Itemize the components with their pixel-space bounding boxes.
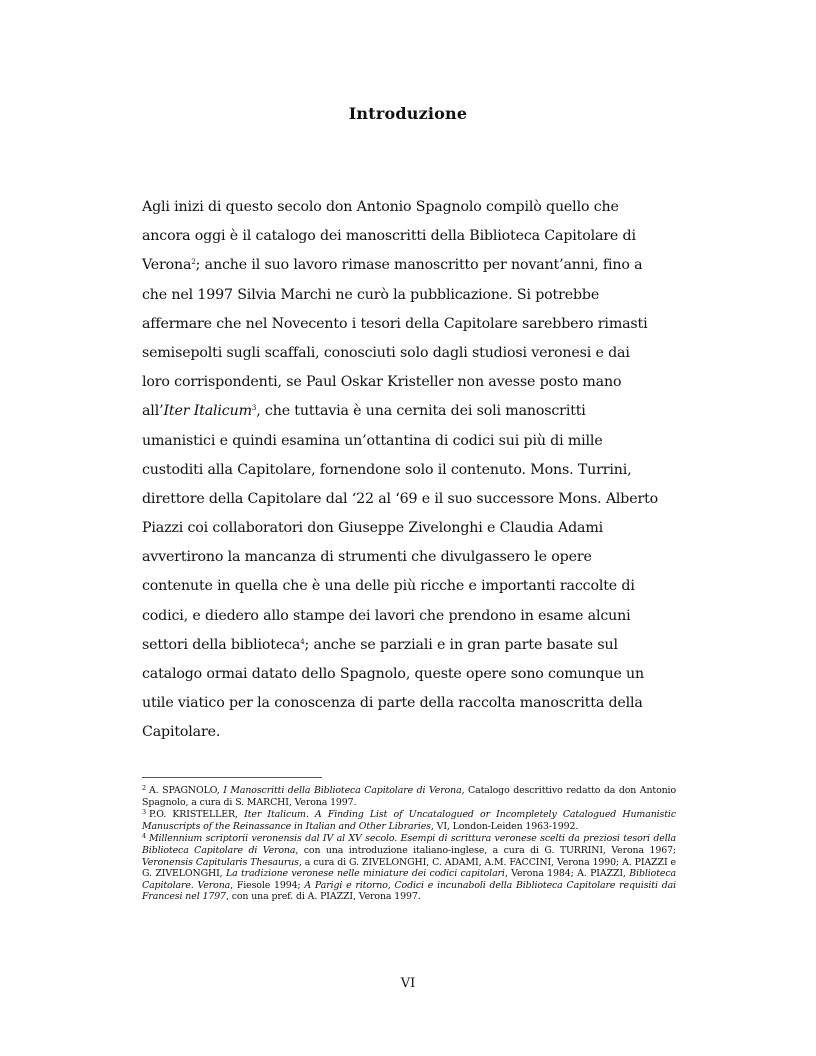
page-number: VI xyxy=(400,976,416,991)
body-line xyxy=(142,397,682,426)
line-text: Verona xyxy=(142,257,192,274)
body-paragraph xyxy=(142,193,682,748)
body-line xyxy=(142,718,682,747)
footnote-separator xyxy=(142,777,322,778)
citation-text: P.O. KRISTELLER, xyxy=(149,809,245,821)
body-line xyxy=(142,572,682,601)
page-title: Introduzione xyxy=(348,104,468,123)
line-text: affermare che nel Novecento i tesori della Capitolare sarebbero rimasti xyxy=(142,315,648,332)
line-text: direttore della Capitolare dal ‘22 al ‘69 e il suo successore Mons. Alberto xyxy=(142,490,659,507)
line-text: catalogo ormai datato dello Spagnolo, queste opere sono comunque un xyxy=(142,666,645,682)
italic-title: Iter Italicum xyxy=(163,403,252,420)
body-line xyxy=(142,631,682,660)
line-text: semisepolti sugli scaffali, conosciuti solo dagli studiosi veronesi e dai xyxy=(142,344,630,361)
line-text: Capitolare. xyxy=(142,724,221,741)
citation-title: Iter Italicum. A Finding List of Uncatalogued or Incompletely Catalogued Humanistic Manuscripts of the Reinassance in Italian and Other Libraries xyxy=(142,809,676,832)
body-line xyxy=(142,222,682,251)
footnote-reference[interactable]: 2 xyxy=(191,258,196,267)
body-line xyxy=(142,368,682,397)
body-line xyxy=(142,485,682,514)
line-text: Agli inizi di questo secolo don Antonio Spagnolo compilò quello che xyxy=(142,199,619,215)
footnotes xyxy=(142,785,676,904)
line-text: contenute in quella che è una delle più ricche e importanti raccolte di xyxy=(142,578,635,595)
line-text: utile viatico per la conoscenza di parte della raccolta manoscritta della xyxy=(142,695,643,712)
body-line xyxy=(142,660,682,689)
line-text: avvertirono la mancanza di strumenti che divulgassero le opere xyxy=(142,549,592,566)
citation-text: , VI, London-Leiden 1963-1992. xyxy=(430,820,579,832)
citation-title: Veronensis Capitularis Thesaurus xyxy=(142,856,299,868)
footnote-number: 4 xyxy=(142,832,147,841)
line-text: ancora oggi è il catalogo dei manoscritti della Biblioteca Capitolare di xyxy=(142,228,636,245)
line-text: ; anche il suo lavoro rimase manoscritto per novant’anni, fino a xyxy=(195,257,643,274)
citation-text: , Fiesole 1994; xyxy=(230,879,305,891)
body-line xyxy=(142,427,682,456)
line-text: umanistici e quindi esamina un’ottantina di codici sui più di mille xyxy=(142,432,603,449)
line-text: custoditi alla Capitolare, fornendone solo il contenuto. Mons. Turrini, xyxy=(142,461,632,478)
body-line xyxy=(142,689,682,718)
citation-text: , Verona 1984; A. PIAZZI, xyxy=(504,868,630,880)
citation-title: Biblioteca Capitolare. Verona xyxy=(142,868,676,891)
body-line xyxy=(142,339,682,368)
citation-text: , con una pref. di A. PIAZZI, Verona 1997. xyxy=(225,891,421,903)
citation-text: , a cura di G. ZIVELONGHI, C. ADAMI, A.M. FACCINI, Verona 1990; A. PIAZZI e G. ZIVELONGHI, xyxy=(142,856,676,880)
line-text: ; anche se parziali e in gran parte basate sul xyxy=(304,636,618,653)
footnote-4 xyxy=(142,833,676,903)
line-text: che nel 1997 Silvia Marchi ne curò la pubblicazione. Si potrebbe xyxy=(142,286,600,303)
footnote-reference[interactable]: 3 xyxy=(251,404,257,413)
line-text: , che tuttavia è una cernita dei soli manoscritti xyxy=(256,403,586,420)
line-text: settori della biblioteca xyxy=(142,636,301,653)
citation-title: Millennium scriptorii veronensis dal IV al XV secolo. Esempi di scrittura veronese scelti da preziosi tesori della Biblioteca Capitolare di Verona xyxy=(142,833,676,856)
footnote-number: 2 xyxy=(142,784,147,792)
footnote-number: 3 xyxy=(142,808,147,817)
footnote-3 xyxy=(142,809,676,832)
line-text: codici, e diedero allo stampe dei lavori che prendono in esame alcuni xyxy=(142,607,631,624)
citation-text: , con una introduzione italiano-inglese, a cura di G. TURRINI, Verona 1967; xyxy=(295,844,676,856)
citation-title: A Parigi e ritorno, Codici e incunaboli della Biblioteca Capitolare requisiti dai Francesi nel 1797 xyxy=(142,879,677,903)
body-line xyxy=(142,514,682,543)
line-text: all’ xyxy=(142,403,164,420)
footnote-2 xyxy=(142,785,676,808)
footnote-reference[interactable]: 4 xyxy=(300,637,305,646)
line-text: Piazzi coi collaboratori don Giuseppe Zivelonghi e Claudia Adami xyxy=(142,520,604,537)
body-line xyxy=(142,251,682,280)
citation-text: A. SPAGNOLO, xyxy=(149,785,224,796)
body-line xyxy=(142,310,682,339)
citation-title: La tradizione veronese nelle miniature dei codici capitolari xyxy=(225,868,505,880)
line-text: loro corrispondenti, se Paul Oskar Kristeller non avesse posto mano xyxy=(142,374,622,391)
body-line xyxy=(142,543,682,572)
citation-text: , Catalogo descrittivo redatto da don Antonio Spagnolo, a cura di S. MARCHI, Verona 1997. xyxy=(142,785,677,808)
body-line xyxy=(142,456,682,485)
citation-title: I Manoscritti della Biblioteca Capitolare di Verona xyxy=(223,785,462,796)
body-line xyxy=(142,281,682,310)
body-line xyxy=(142,193,682,222)
body-line xyxy=(142,602,682,631)
